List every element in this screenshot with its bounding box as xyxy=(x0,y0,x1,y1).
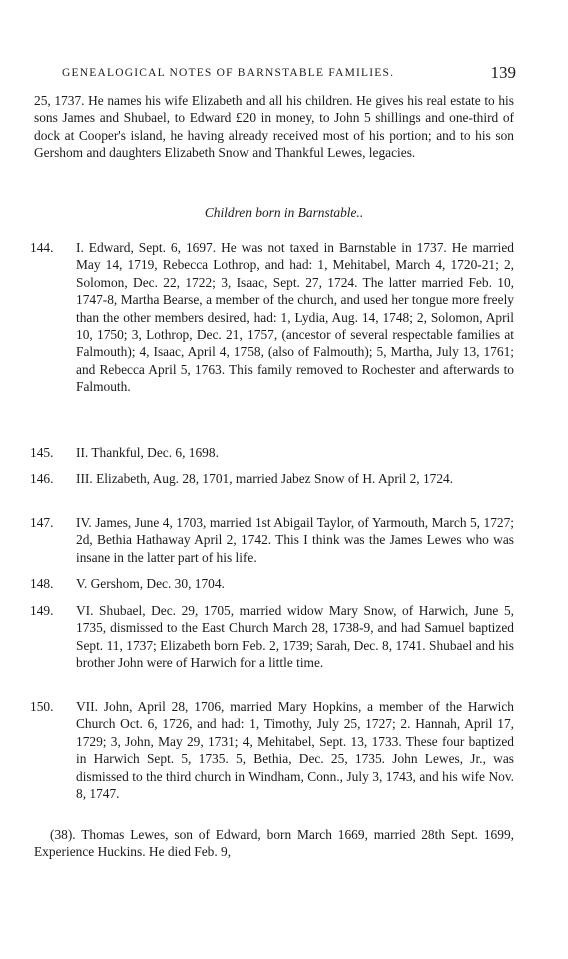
entry-text: I. Edward, Sept. 6, 1697. He was not taxed in Barnstable in 1737. He married May 14, 1719, Rebecca Lothrop, and had: 1, Mehitabel, March 4, 1720-21; 2, Solomon, Dec. 22, 1722; 3, Isaac, Sept. 27, 1724. The latter married Feb. 10, 1747-8, Martha Bearse, a member of the church, and used her tongue more freely than the other members desired, had: 1, Lydia, Aug. 14, 1748; 2, Solomon, April 10, 1750; 3, Lothrop, Dec. 21, 1757, (ancestor of several respectable families at Falmouth); 4, Isaac, April 4, 1758, (also of Falmouth); 5, Martha, July 13, 1761; and Rebecca April 5, 1763. This family removed to Rochester and afterwards to Falmouth. xyxy=(76,240,514,395)
entry-147 xyxy=(30,514,514,566)
entry-text: VII. John, April 28, 1706, married Mary Hopkins, a member of the Harwich Church Oct. 6, 1726, and had: 1, Timothy, July 25, 1727; 2. Hannah, April 17, 1729; 3, John, May 29, 1731; 4, Mehitabel, Sept. 13, 1733. These four baptized in Harwich Sept. 5, 1735. 5, Bethia, Dec. 25, 1735. John Lewes, Jr., was dismissed to the third church in Windham, Conn., July 3, 1743, and his wife Nov. 8, 1747. xyxy=(76,699,514,802)
running-header xyxy=(62,63,516,83)
entry-text: IV. James, June 4, 1703, married 1st Abigail Taylor, of Yarmouth, March 5, 1727; 2d, Bethia Hathaway April 2, 1742. This I think was the James Lewes who was insane in the latter part of his life. xyxy=(76,515,514,565)
entry-number: 148. xyxy=(30,576,54,591)
entry-number: 147. xyxy=(30,515,54,530)
entry-number: 145. xyxy=(30,445,54,460)
entry-number: 149. xyxy=(30,603,54,618)
entry-number: 150. xyxy=(30,699,54,714)
entry-number: 146. xyxy=(30,471,54,486)
entry-150 xyxy=(30,698,514,802)
running-title: GENEALOGICAL NOTES OF BARNSTABLE FAMILIES. xyxy=(62,67,395,79)
page-number: 139 xyxy=(490,63,516,82)
entry-text: VI. Shubael, Dec. 29, 1705, married widow Mary Snow, of Harwich, June 5, 1735, dismissed to the East Church March 28, 1738-9, and had Samuel baptized Sept. 11, 1737; Elizabeth born Feb. 2, 1739; Sarah, Dec. 8, 1741. Shubael and his brother John were of Harwich for a little time. xyxy=(76,603,514,671)
entry-text: II. Thankful, Dec. 6, 1698. xyxy=(76,445,219,460)
entry-148 xyxy=(30,575,514,592)
entry-145 xyxy=(30,444,514,461)
closing-paragraph: (38). Thomas Lewes, son of Edward, born March 1669, married 28th Sept. 1699, Experience Huckins. He died Feb. 9, xyxy=(34,827,514,860)
entry-146 xyxy=(30,470,514,487)
entry-149 xyxy=(30,602,514,672)
entry-number: 144. xyxy=(30,240,54,255)
section-subheading: Children born in Barnstable.. xyxy=(204,205,364,220)
entry-144 xyxy=(30,239,514,396)
intro-paragraph: 25, 1737. He names his wife Elizabeth and all his children. He gives his real estate to his sons James and Shubael, to Edward £20 in money, to John 5 shillings and one-third of dock at Cooper's island, he having already received most of his portion; and to his son Gershom and daughters Elizabeth Snow and Thankful Lewes, legacies. xyxy=(34,93,514,161)
entry-text: III. Elizabeth, Aug. 28, 1701, married Jabez Snow of H. April 2, 1724. xyxy=(76,471,454,486)
entry-text: V. Gershom, Dec. 30, 1704. xyxy=(76,576,225,591)
